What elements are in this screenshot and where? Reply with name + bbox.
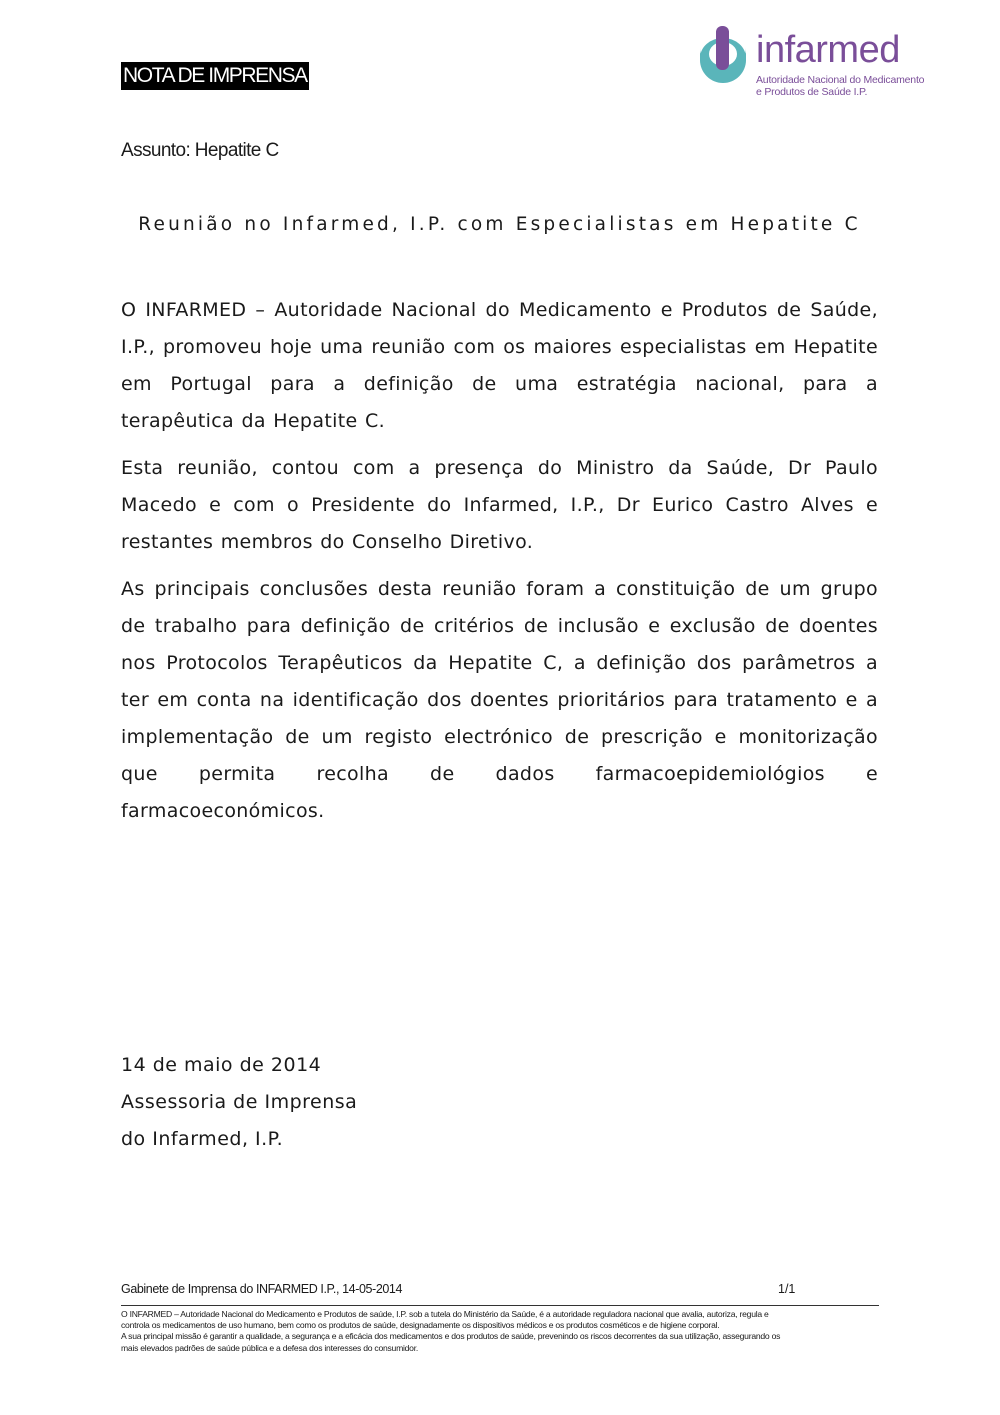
paragraph-attendees: Esta reunião, contou com a presença do Ministro da Saúde, Dr Paulo Macedo e com o Presidente do Infarmed, I.P., Dr Eurico Castro Alves e restantes membros do Conselho Diretivo. xyxy=(121,457,878,553)
logo-tagline-line2: e Produtos de Saúde I.P. xyxy=(756,86,868,98)
body-text xyxy=(121,292,878,840)
footer-legal-line3: A sua principal missão é garantir a qualidade, a segurança e a eficácia dos medicamentos e dos produtos de saúde, prevenindo os riscos decorrentes da sua utilização, assegurando os xyxy=(121,1331,781,1342)
headline: Reunião no Infarmed, I.P. com Especialistas em Hepatite C xyxy=(138,214,861,235)
footer-divider xyxy=(121,1305,879,1306)
footer-office: Gabinete de Imprensa do INFARMED I.P., 14-05-2014 xyxy=(121,1282,403,1296)
footer-page-number: 1/1 xyxy=(778,1282,796,1296)
logo-tagline xyxy=(756,74,924,98)
paragraph-intro: O INFARMED – Autoridade Nacional do Medicamento e Produtos de Saúde, I.P., promoveu hoje uma reunião com os maiores especialistas em Hepatite em Portugal para a definição de uma estratégia nacional, para a terapêutica da Hepatite C. xyxy=(121,299,878,432)
paragraph-conclusions: As principais conclusões desta reunião foram a constituição de um grupo de trabalho para definição de critérios de inclusão e exclusão de doentes nos Protocolos Terapêuticos da Hepatite C, a definição dos parâmetros a ter em conta na identificação dos doentes prioritários para tratamento e a implementação de um registo electrónico de prescrição e monitorização que permita recolha de dados farmacoepidemiológios e farmacoeconómicos. xyxy=(121,578,878,822)
footer-legal-line1: O INFARMED – Autoridade Nacional do Medicamento e Produtos de saúde, I.P. sob a tutela do Ministério da Saúde, é a autoridade reguladora nacional que avalia, autoriza, regula e xyxy=(121,1309,769,1319)
footer-legal-line4: mais elevados padrões de saúde pública e a defesa dos interesses do consumidor. xyxy=(121,1342,418,1353)
footer-legal-text xyxy=(121,1309,881,1354)
release-date: 14 de maio de 2014 xyxy=(121,1054,322,1076)
logo-wordmark: infarmed xyxy=(756,29,900,71)
infarmed-logo-mark xyxy=(694,26,752,86)
press-release-badge: NOTA DE IMPRENSA xyxy=(121,62,309,90)
infarmed-logo xyxy=(694,24,924,106)
logo-tagline-line1: Autoridade Nacional do Medicamento xyxy=(756,74,925,86)
footer-legal-line2: controla os medicamentos de uso humano, bem como os produtos de saúde, designadamente os dispositivos médicos e os produtos cosméticos e de higiene corporal. xyxy=(121,1320,720,1331)
signature-line1: Assessoria de Imprensa xyxy=(121,1091,358,1113)
signature-block xyxy=(121,1047,357,1158)
subject-line: Assunto: Hepatite C xyxy=(121,140,279,161)
signature-line2: do Infarmed, I.P. xyxy=(121,1128,284,1150)
